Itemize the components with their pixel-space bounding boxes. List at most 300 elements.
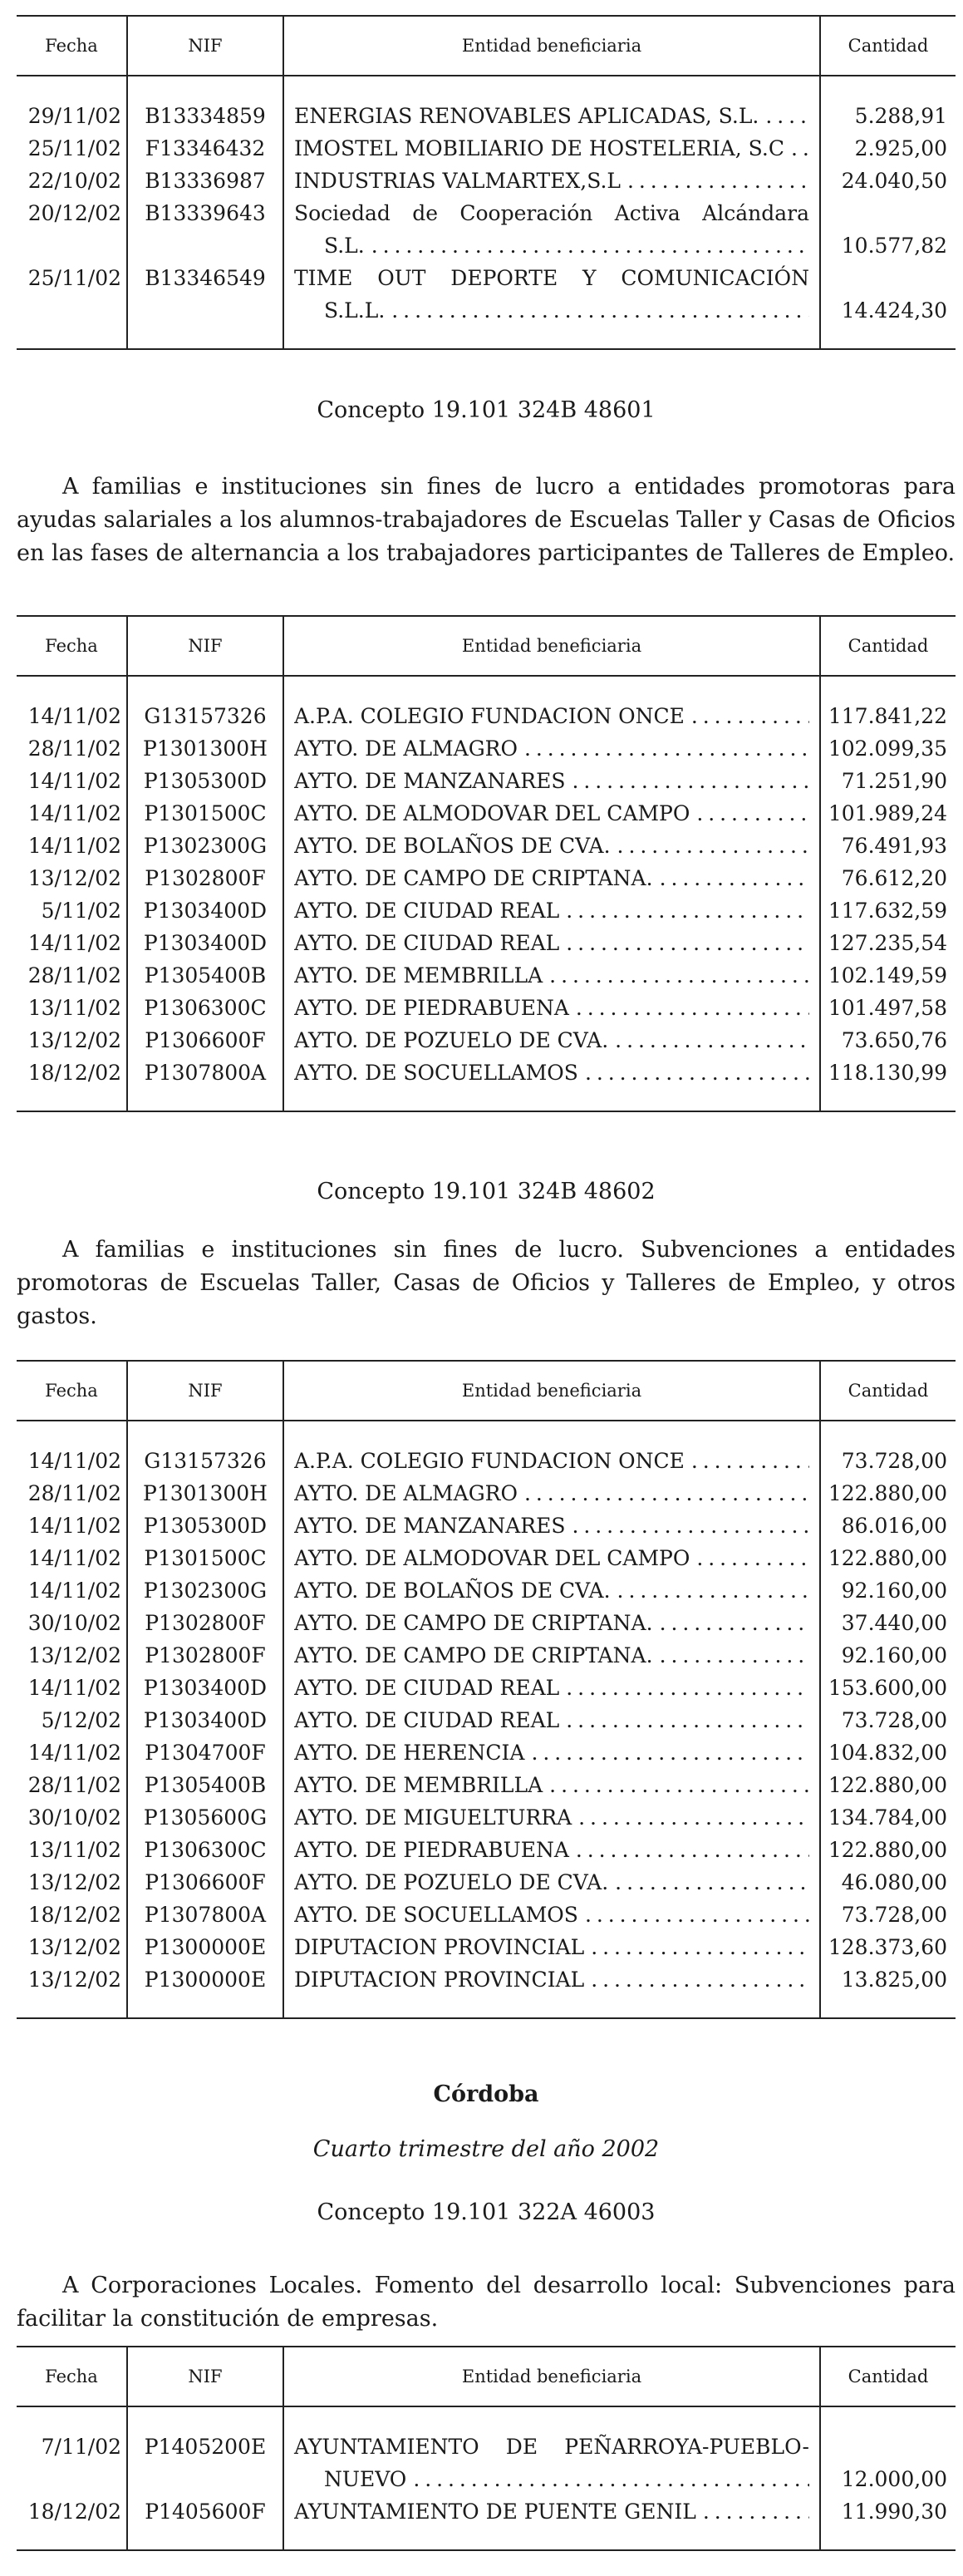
cell-cantidad	[820, 2431, 956, 2495]
cell-entidad	[283, 1866, 820, 1899]
table-row	[17, 992, 956, 1024]
entity-line	[294, 1639, 809, 1672]
leader-dots	[759, 100, 809, 132]
cell-cantidad	[820, 1542, 956, 1574]
cell-fecha: 5/11/02	[41, 899, 121, 923]
spacer-cell	[283, 2528, 820, 2550]
cantidad-spacer	[821, 2431, 947, 2463]
cantidad-value: 117.841,22	[828, 704, 947, 728]
entity-name: AYTO. DE ALMAGRO	[294, 1481, 518, 1505]
spacer-cell	[127, 2528, 283, 2550]
cell-cantidad	[820, 1931, 956, 1963]
concept-heading-48601: Concepto 19.101 324B 48601	[317, 397, 656, 423]
leader-dots	[518, 732, 809, 765]
grants-table-1	[17, 15, 956, 350]
entity-line	[294, 1801, 809, 1834]
cell-nif: P1305300D	[127, 1510, 283, 1542]
cantidad-value: 122.880,00	[828, 1773, 947, 1797]
cell-fecha: 30/10/02	[27, 1611, 121, 1635]
leader-dots	[572, 1801, 809, 1834]
table-row	[17, 1607, 956, 1639]
cantidad-value: 76.612,20	[841, 866, 947, 890]
entity-line	[294, 1704, 809, 1736]
cell-nif: P1302300G	[127, 1574, 283, 1607]
concept-description-46003: A Corporaciones Locales. Fomento del desarrollo local: Subvenciones para facilitar la constitución de empresas.	[17, 2273, 956, 2332]
leader-dots	[565, 765, 809, 797]
cell-entidad	[283, 1477, 820, 1510]
cell-cantidad	[820, 1834, 956, 1866]
header-entidad: Entidad beneficiaria	[283, 1361, 820, 1421]
spacer-cell	[283, 1089, 820, 1111]
entity-line	[294, 862, 809, 894]
entity-line	[294, 1607, 809, 1639]
cell-fecha: 30/10/02	[27, 1805, 121, 1830]
entity-name: AYTO. DE MANZANARES	[294, 1514, 566, 1538]
entity-line	[294, 1769, 809, 1801]
spacer-cell	[17, 1421, 127, 1445]
leader-dots	[653, 1607, 809, 1639]
leader-dots	[559, 927, 809, 959]
cell-nif: P1303400D	[127, 1672, 283, 1704]
cell-entidad	[283, 1769, 820, 1801]
header-nif: NIF	[127, 16, 283, 76]
table-bottom-row	[17, 327, 956, 349]
cell-fecha: 20/12/02	[27, 201, 121, 225]
cell-nif: P1305400B	[127, 959, 283, 992]
entity-line	[294, 1542, 809, 1574]
header-fecha: Fecha	[17, 616, 127, 676]
entity-line	[294, 1445, 809, 1477]
cell-fecha: 22/10/02	[27, 169, 121, 193]
table-row	[17, 2431, 956, 2495]
cell-nif: B13339643	[127, 197, 283, 262]
cell-nif: P1302800F	[127, 862, 283, 894]
leader-dots	[578, 1899, 809, 1931]
table-spacer-row	[17, 76, 956, 100]
entity-name: A.P.A. COLEGIO FUNDACION ONCE	[294, 1449, 685, 1473]
table-row	[17, 1510, 956, 1542]
entity-name: S.L.L.	[324, 298, 386, 323]
cell-entidad	[283, 1736, 820, 1769]
cell-entidad	[283, 1574, 820, 1607]
concept-heading-48602: Concepto 19.101 324B 48602	[317, 1179, 656, 1204]
cell-fecha: 13/12/02	[27, 1870, 121, 1894]
cantidad-value: 134.784,00	[828, 1805, 947, 1830]
cell-nif: P1300000E	[127, 1931, 283, 1963]
cell-entidad	[283, 197, 820, 262]
entity-line	[294, 1899, 809, 1931]
cell-fecha: 14/11/02	[27, 1741, 121, 1765]
cell-fecha: 14/11/02	[27, 1449, 121, 1473]
cell-entidad	[283, 132, 820, 165]
quarter-heading: Cuarto trimestre del año 2002	[312, 2136, 660, 2162]
entity-name: S.L.	[324, 234, 365, 258]
cell-fecha: 14/11/02	[27, 801, 121, 825]
cell-entidad	[283, 959, 820, 992]
entity-name: AYTO. DE CIUDAD REAL	[294, 931, 560, 955]
spacer-cell	[820, 676, 956, 700]
cell-entidad	[283, 992, 820, 1024]
cell-fecha: 25/11/02	[27, 136, 121, 160]
cell-nif: P1301500C	[127, 1542, 283, 1574]
entity-line	[294, 1024, 809, 1057]
cantidad-value: 76.491,93	[841, 834, 947, 858]
entity-line	[294, 830, 809, 862]
cantidad-value: 153.600,00	[828, 1676, 947, 1700]
entity-line	[294, 732, 809, 765]
cell-fecha: 14/11/02	[27, 1546, 121, 1570]
spacer-cell	[127, 327, 283, 349]
cell-cantidad	[820, 1769, 956, 1801]
header-nif: NIF	[127, 1361, 283, 1421]
table-header-row	[17, 1361, 956, 1421]
cell-fecha: 28/11/02	[27, 736, 121, 761]
spacer-cell	[17, 676, 127, 700]
entity-name: AYTO. DE CIUDAD REAL	[294, 1676, 560, 1700]
entity-line	[294, 1057, 809, 1089]
cell-nif: P1303400D	[127, 927, 283, 959]
entity-name: AYTO. DE MANZANARES	[294, 769, 566, 793]
entity-line	[294, 1963, 809, 1996]
cell-fecha: 14/11/02	[27, 1676, 121, 1700]
entity-line	[294, 1931, 809, 1963]
cell-cantidad	[820, 1704, 956, 1736]
entity-line	[294, 165, 809, 197]
table-bottom-row	[17, 1996, 956, 2018]
table-bottom-row	[17, 1089, 956, 1111]
leader-dots	[559, 894, 809, 927]
table-row	[17, 1574, 956, 1607]
cell-entidad	[283, 2495, 820, 2528]
cell-entidad	[283, 1899, 820, 1931]
cell-cantidad	[820, 1445, 956, 1477]
table-row	[17, 1866, 956, 1899]
spacer-cell	[820, 327, 956, 349]
entity-name: INDUSTRIAS VALMARTEX,S.L	[294, 169, 621, 193]
entity-name: AYTO. DE MEMBRILLA	[294, 963, 543, 988]
cell-cantidad	[820, 1477, 956, 1510]
entity-line	[294, 1672, 809, 1704]
table-header-row	[17, 2347, 956, 2406]
cell-nif: P1302800F	[127, 1639, 283, 1672]
table-row	[17, 830, 956, 862]
cell-fecha: 18/12/02	[27, 1061, 121, 1085]
entity-name: AYTO. DE HERENCIA	[294, 1741, 525, 1765]
cell-fecha: 13/12/02	[27, 1935, 121, 1959]
table-row	[17, 1445, 956, 1477]
table-row	[17, 2495, 956, 2528]
table-row	[17, 1801, 956, 1834]
spacer-cell	[820, 76, 956, 100]
cell-fecha: 13/12/02	[27, 1643, 121, 1667]
entity-name: AYTO. DE CAMPO DE CRIPTANA.	[294, 866, 653, 890]
table-row	[17, 894, 956, 927]
leader-dots	[653, 1639, 809, 1672]
table-row	[17, 1931, 956, 1963]
leader-dots	[543, 1769, 809, 1801]
entity-name: AYTO. DE MEMBRILLA	[294, 1773, 543, 1797]
entity-name: AYTO. DE CAMPO DE CRIPTANA.	[294, 1643, 653, 1667]
cantidad-value: 122.880,00	[828, 1838, 947, 1862]
cell-nif: P1303400D	[127, 894, 283, 927]
entity-name: AYTO. DE POZUELO DE CVA.	[294, 1870, 609, 1894]
spacer-cell	[127, 2406, 283, 2431]
cell-nif: P1306600F	[127, 1866, 283, 1899]
cell-cantidad	[820, 797, 956, 830]
leader-dots	[385, 294, 809, 327]
cantidad-value: 127.235,54	[828, 931, 947, 955]
cell-nif: P1301500C	[127, 797, 283, 830]
cell-entidad	[283, 1704, 820, 1736]
table-row	[17, 100, 956, 132]
table-row	[17, 197, 956, 262]
table-row	[17, 1834, 956, 1866]
spacer-cell	[17, 2528, 127, 2550]
cell-cantidad	[820, 732, 956, 765]
spacer-cell	[17, 327, 127, 349]
cell-entidad	[283, 100, 820, 132]
table-row	[17, 165, 956, 197]
cantidad-value: 73.650,76	[841, 1028, 947, 1052]
header-nif: NIF	[127, 616, 283, 676]
cell-cantidad	[820, 1057, 956, 1089]
entity-line	[294, 927, 809, 959]
header-fecha: Fecha	[17, 1361, 127, 1421]
leader-dots	[584, 1963, 809, 1996]
header-cantidad: Cantidad	[820, 1361, 956, 1421]
spacer-cell	[283, 327, 820, 349]
table-spacer-row	[17, 676, 956, 700]
table-spacer-row	[17, 2406, 956, 2431]
cell-nif: P1305300D	[127, 765, 283, 797]
leader-dots	[608, 1024, 809, 1057]
cell-cantidad	[820, 927, 956, 959]
cell-cantidad	[820, 830, 956, 862]
entity-name: AYTO. DE SOCUELLAMOS	[294, 1903, 578, 1927]
header-nif: NIF	[127, 2347, 283, 2406]
leader-dots	[611, 830, 809, 862]
cell-entidad	[283, 1510, 820, 1542]
cell-entidad	[283, 1963, 820, 1996]
entity-name: AYTO. DE CAMPO DE CRIPTANA.	[294, 1611, 653, 1635]
spacer-cell	[820, 2528, 956, 2550]
cell-nif: P1307800A	[127, 1899, 283, 1931]
cell-cantidad	[820, 132, 956, 165]
cantidad-value: 10.577,82	[841, 234, 947, 258]
cell-entidad	[283, 765, 820, 797]
header-fecha: Fecha	[17, 16, 127, 76]
cell-nif: P1302300G	[127, 830, 283, 862]
cell-entidad	[283, 927, 820, 959]
spacer-cell	[283, 76, 820, 100]
table-row	[17, 1704, 956, 1736]
province-heading: Córdoba	[433, 2081, 539, 2107]
spacer-cell	[820, 1089, 956, 1111]
cell-fecha: 13/11/02	[27, 1838, 121, 1862]
cell-nif: P1307800A	[127, 1057, 283, 1089]
leader-dots	[690, 1542, 809, 1574]
leader-dots	[584, 1931, 809, 1963]
spacer-cell	[17, 76, 127, 100]
cell-fecha: 29/11/02	[27, 104, 121, 128]
cell-nif: P1306300C	[127, 992, 283, 1024]
cantidad-value: 104.832,00	[828, 1741, 947, 1765]
entity-line	[294, 1866, 809, 1899]
entity-line	[294, 992, 809, 1024]
grants-table-46003	[17, 2346, 956, 2551]
cell-entidad	[283, 862, 820, 894]
leader-dots	[569, 1834, 809, 1866]
table-row	[17, 765, 956, 797]
entity-name: AYTO. DE BOLAÑOS DE CVA.	[294, 834, 611, 858]
table-row	[17, 1477, 956, 1510]
cell-cantidad	[820, 1574, 956, 1607]
entity-line	[294, 765, 809, 797]
cell-cantidad	[820, 165, 956, 197]
concept-description-48602: A familias e instituciones sin fines de lucro. Subvenciones a entidades promotoras de Escuelas Taller, Casas de Oficios y Talleres de Empleo, y otros gastos.	[17, 1237, 956, 1329]
entity-line	[294, 1736, 809, 1769]
cell-entidad	[283, 700, 820, 732]
leader-dots	[565, 1510, 809, 1542]
table-row	[17, 1769, 956, 1801]
header-entidad: Entidad beneficiaria	[283, 616, 820, 676]
cell-cantidad	[820, 992, 956, 1024]
cell-nif: P1305400B	[127, 1769, 283, 1801]
table-row	[17, 132, 956, 165]
table-row	[17, 959, 956, 992]
cell-cantidad	[820, 1963, 956, 1996]
cell-fecha: 5/12/02	[41, 1708, 121, 1732]
cell-entidad	[283, 1445, 820, 1477]
entity-name: AYTO. DE PIEDRABUENA	[294, 996, 569, 1020]
cell-entidad	[283, 1024, 820, 1057]
cell-entidad	[283, 732, 820, 765]
cell-cantidad	[820, 1639, 956, 1672]
table-row	[17, 1057, 956, 1089]
cantidad-value: 12.000,00	[841, 2467, 947, 2491]
cell-cantidad	[820, 1607, 956, 1639]
cell-fecha: 18/12/02	[27, 1903, 121, 1927]
cantidad-value: 122.880,00	[828, 1481, 947, 1505]
cantidad-spacer	[821, 197, 947, 229]
cantidad-value: 73.728,00	[841, 1903, 947, 1927]
spacer-cell	[820, 2406, 956, 2431]
entity-line	[294, 1834, 809, 1866]
spacer-cell	[283, 676, 820, 700]
entity-name: AYTO. DE POZUELO DE CVA.	[294, 1028, 609, 1052]
cell-nif: P1304700F	[127, 1736, 283, 1769]
cantidad-value: 73.728,00	[841, 1708, 947, 1732]
spacer-cell	[127, 1089, 283, 1111]
cantidad-value: 122.880,00	[828, 1546, 947, 1570]
entity-name: AYTO. DE ALMAGRO	[294, 736, 518, 761]
cell-cantidad	[820, 1899, 956, 1931]
cell-cantidad	[820, 2495, 956, 2528]
cantidad-value: 92.160,00	[841, 1643, 947, 1667]
entity-line	[294, 1574, 809, 1607]
cell-nif: G13157326	[127, 700, 283, 732]
cell-entidad	[283, 1639, 820, 1672]
leader-dots	[578, 1057, 809, 1089]
table-row	[17, 262, 956, 327]
cell-fecha: 28/11/02	[27, 963, 121, 988]
cell-cantidad	[820, 894, 956, 927]
table-row	[17, 732, 956, 765]
entity-line	[294, 894, 809, 927]
entity-name: AYTO. DE BOLAÑOS DE CVA.	[294, 1579, 611, 1603]
table-row	[17, 1736, 956, 1769]
table-row	[17, 1639, 956, 1672]
entity-name: AYTO. DE CIUDAD REAL	[294, 899, 560, 923]
spacer-cell	[127, 676, 283, 700]
leader-dots	[518, 1477, 809, 1510]
entity-name: Sociedad de Cooperación Activa Alcándara	[294, 201, 809, 225]
cell-cantidad	[820, 1024, 956, 1057]
entity-name: DIPUTACION PROVINCIAL	[294, 1935, 585, 1959]
cell-nif: B13346549	[127, 262, 283, 327]
cell-entidad	[283, 1607, 820, 1639]
cell-fecha: 14/11/02	[27, 931, 121, 955]
table-header-row	[17, 616, 956, 676]
spacer-cell	[127, 1996, 283, 2018]
entity-line	[294, 1477, 809, 1510]
cell-cantidad	[820, 1736, 956, 1769]
cell-nif: P1405600F	[127, 2495, 283, 2528]
spacer-cell	[127, 1421, 283, 1445]
cell-fecha: 14/11/02	[27, 1514, 121, 1538]
cell-entidad	[283, 262, 820, 327]
entity-name: AYTO. DE ALMODOVAR DEL CAMPO	[294, 1546, 690, 1570]
cantidad-value: 117.632,59	[828, 899, 947, 923]
table-row	[17, 797, 956, 830]
cell-fecha: 13/12/02	[27, 1968, 121, 1992]
entity-name: TIME OUT DEPORTE Y COMUNICACIÓN	[294, 266, 809, 290]
cell-cantidad	[820, 765, 956, 797]
cell-nif: P1300000E	[127, 1963, 283, 1996]
cell-cantidad	[820, 262, 956, 327]
cell-fecha: 25/11/02	[27, 266, 121, 290]
cell-entidad	[283, 1834, 820, 1866]
cell-nif: F13346432	[127, 132, 283, 165]
leader-dots	[621, 165, 809, 197]
header-cantidad: Cantidad	[820, 2347, 956, 2406]
table-spacer-row	[17, 1421, 956, 1445]
cell-nif: P1405200E	[127, 2431, 283, 2495]
cell-fecha: 14/11/02	[27, 704, 121, 728]
spacer-cell	[283, 2406, 820, 2431]
cantidad-value: 118.130,99	[828, 1061, 947, 1085]
leader-dots	[559, 1672, 809, 1704]
entity-name: ENERGIAS RENOVABLES APLICADAS, S.L.	[294, 104, 759, 128]
table-row	[17, 1542, 956, 1574]
entity-name: A.P.A. COLEGIO FUNDACION ONCE	[294, 704, 685, 728]
cell-cantidad	[820, 1672, 956, 1704]
spacer-cell	[17, 1089, 127, 1111]
leader-dots	[685, 1445, 809, 1477]
entity-name: AYTO. DE MIGUELTURRA	[294, 1805, 572, 1830]
cell-fecha: 28/11/02	[27, 1773, 121, 1797]
cantidad-value: 102.099,35	[828, 736, 947, 761]
cell-cantidad	[820, 1866, 956, 1899]
concept-description-48601: A familias e instituciones sin fines de lucro a entidades promotoras para ayudas salariales a los alumnos-trabajadores de Escuelas Taller y Casas de Oficios en las fases de alternancia a los trabajadores participantes de Talleres de Empleo.	[17, 474, 956, 566]
entity-name: AYUNTAMIENTO DE PEÑARROYA-PUEBLO-	[294, 2435, 809, 2459]
entity-name: AYUNTAMIENTO DE PUENTE GENIL	[294, 2500, 696, 2524]
cell-fecha: 13/11/02	[27, 996, 121, 1020]
table-row	[17, 1672, 956, 1704]
leader-dots	[611, 1574, 809, 1607]
cell-entidad	[283, 1931, 820, 1963]
cell-cantidad	[820, 197, 956, 262]
